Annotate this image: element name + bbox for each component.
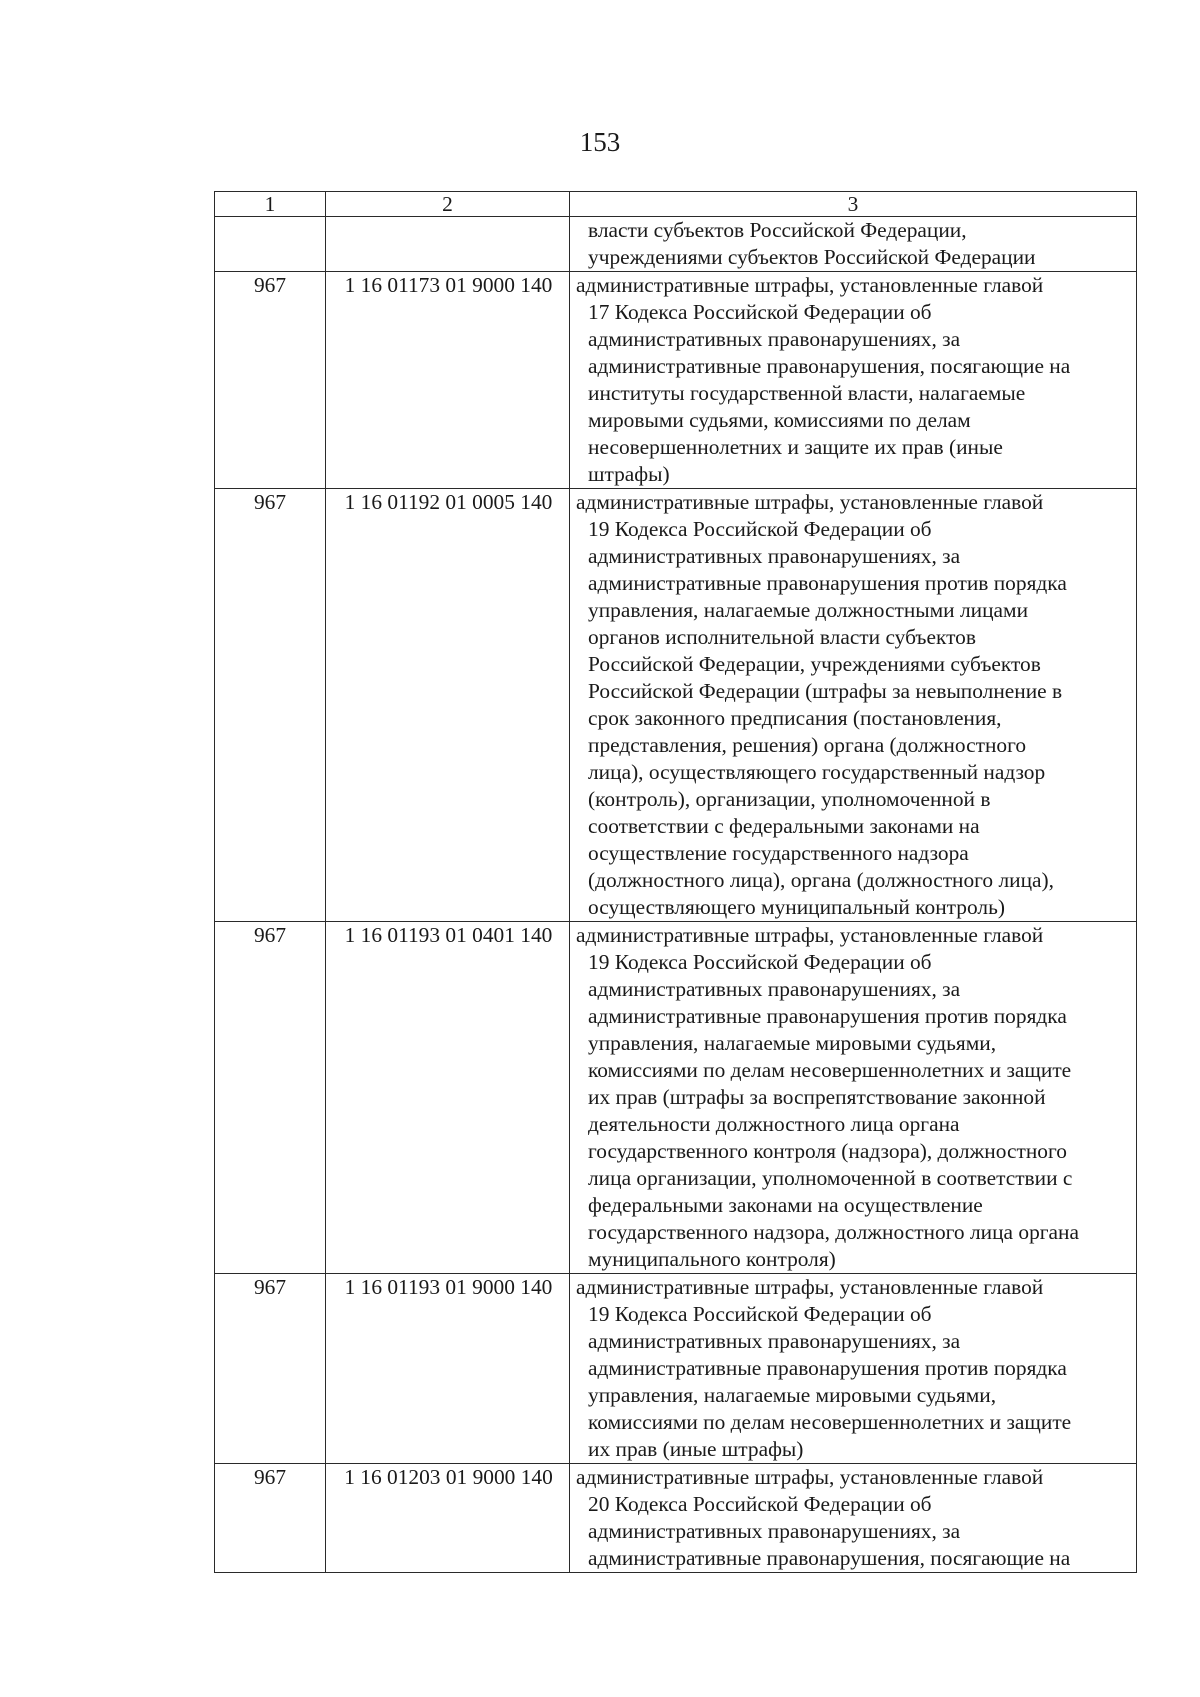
- admin-code-cell: 967: [215, 922, 326, 1274]
- description-line: комиссиями по делам несовершеннолетних и защите: [588, 1058, 1072, 1082]
- description-line: административные штрафы, установленные главой: [576, 923, 1044, 947]
- description-line: административные правонарушения против порядка: [588, 1356, 1067, 1380]
- description-line: штрафы): [588, 462, 670, 486]
- table-row: [215, 272, 1137, 489]
- description-cell: [570, 922, 1137, 1274]
- column-header-3: 3: [570, 192, 1137, 217]
- description-line: административных правонарушениях, за: [588, 327, 961, 351]
- admin-code-cell: 967: [215, 1274, 326, 1464]
- description-line: комиссиями по делам несовершеннолетних и защите: [588, 1410, 1072, 1434]
- admin-code-cell: 967: [215, 272, 326, 489]
- description-line: административные правонарушения против порядка: [588, 571, 1067, 595]
- description-line: федеральными законами на осуществление: [588, 1193, 983, 1217]
- description-line: 19 Кодекса Российской Федерации об: [588, 1302, 932, 1326]
- description-line: мировыми судьями, комиссиями по делам: [588, 408, 971, 432]
- kbk-code-cell: 1 16 01173 01 9000 140: [326, 272, 570, 489]
- admin-code-cell: [215, 217, 326, 272]
- description-line: срок законного предписания (постановления,: [588, 706, 1002, 730]
- description-line: управления, налагаемые должностными лицами: [588, 598, 1029, 622]
- description-line: 20 Кодекса Российской Федерации об: [588, 1492, 932, 1516]
- page-number: 153: [579, 127, 621, 157]
- description-line: Российской Федерации, учреждениями субъектов: [588, 652, 1041, 676]
- description-line: деятельности должностного лица органа: [588, 1112, 960, 1136]
- description-line: осуществляющего муниципальный контроль): [588, 895, 1005, 919]
- description-cell: [570, 1274, 1137, 1464]
- description-line: административные штрафы, установленные главой: [576, 490, 1044, 514]
- description-line: власти субъектов Российской Федерации,: [588, 218, 967, 242]
- admin-code-cell: 967: [215, 489, 326, 922]
- description-line: представления, решения) органа (должностного: [588, 733, 1027, 757]
- kbk-code-cell: 1 16 01203 01 9000 140: [326, 1464, 570, 1573]
- kbk-code-cell: 1 16 01192 01 0005 140: [326, 489, 570, 922]
- description-line: административные правонарушения, посягающие на: [588, 354, 1071, 378]
- description-line: административные штрафы, установленные главой: [576, 1275, 1044, 1299]
- table-row: [215, 1464, 1137, 1573]
- description-line: административные правонарушения, посягающие на: [588, 1546, 1071, 1570]
- description-line: административных правонарушениях, за: [588, 1519, 961, 1543]
- description-line: институты государственной власти, налагаемые: [588, 381, 1026, 405]
- table-row: [215, 922, 1137, 1274]
- description-line: соответствии с федеральными законами на: [588, 814, 980, 838]
- description-line: 19 Кодекса Российской Федерации об: [588, 950, 932, 974]
- column-header-1: 1: [215, 192, 326, 217]
- description-line: лица), осуществляющего государственный надзор: [588, 760, 1046, 784]
- description-line: лица организации, уполномоченной в соответствии с: [588, 1166, 1073, 1190]
- table-header-row: [215, 192, 1137, 217]
- description-line: 17 Кодекса Российской Федерации об: [588, 300, 932, 324]
- description-cell: [570, 217, 1137, 272]
- description-line: Российской Федерации (штрафы за невыполнение в: [588, 679, 1063, 703]
- description-line: муниципального контроля): [588, 1247, 836, 1271]
- kbk-code-cell: 1 16 01193 01 0401 140: [326, 922, 570, 1274]
- kbk-code-cell: [326, 217, 570, 272]
- description-line: государственного надзора, должностного лица органа: [588, 1220, 1079, 1244]
- description-cell: [570, 1464, 1137, 1573]
- description-line: 19 Кодекса Российской Федерации об: [588, 517, 932, 541]
- table-row: [215, 1274, 1137, 1464]
- column-header-2: 2: [326, 192, 570, 217]
- description-line: административных правонарушениях, за: [588, 544, 961, 568]
- description-line: их прав (штрафы за воспрепятствование законной: [588, 1085, 1046, 1109]
- continuation-row: [215, 217, 1137, 272]
- admin-code-cell: 967: [215, 1464, 326, 1573]
- description-line: государственного контроля (надзора), должностного: [588, 1139, 1067, 1163]
- description-line: административные штрафы, установленные главой: [576, 273, 1044, 297]
- description-line: их прав (иные штрафы): [588, 1437, 804, 1461]
- budget-code-table: [214, 191, 1137, 1573]
- description-line: (должностного лица), органа (должностного лица),: [588, 868, 1054, 892]
- description-line: органов исполнительной власти субъектов: [588, 625, 976, 649]
- description-cell: [570, 489, 1137, 922]
- table-row: [215, 489, 1137, 922]
- description-line: административные правонарушения против порядка: [588, 1004, 1067, 1028]
- description-line: учреждениями субъектов Российской Федерации: [588, 245, 1036, 269]
- description-line: административные штрафы, установленные главой: [576, 1465, 1044, 1489]
- description-line: (контроль), организации, уполномоченной в: [588, 787, 991, 811]
- description-line: осуществление государственного надзора: [588, 841, 969, 865]
- description-line: управления, налагаемые мировыми судьями,: [588, 1031, 997, 1055]
- kbk-code-cell: 1 16 01193 01 9000 140: [326, 1274, 570, 1464]
- description-line: административных правонарушениях, за: [588, 977, 961, 1001]
- description-line: административных правонарушениях, за: [588, 1329, 961, 1353]
- description-line: управления, налагаемые мировыми судьями,: [588, 1383, 997, 1407]
- description-line: несовершеннолетних и защите их прав (иные: [588, 435, 1003, 459]
- description-cell: [570, 272, 1137, 489]
